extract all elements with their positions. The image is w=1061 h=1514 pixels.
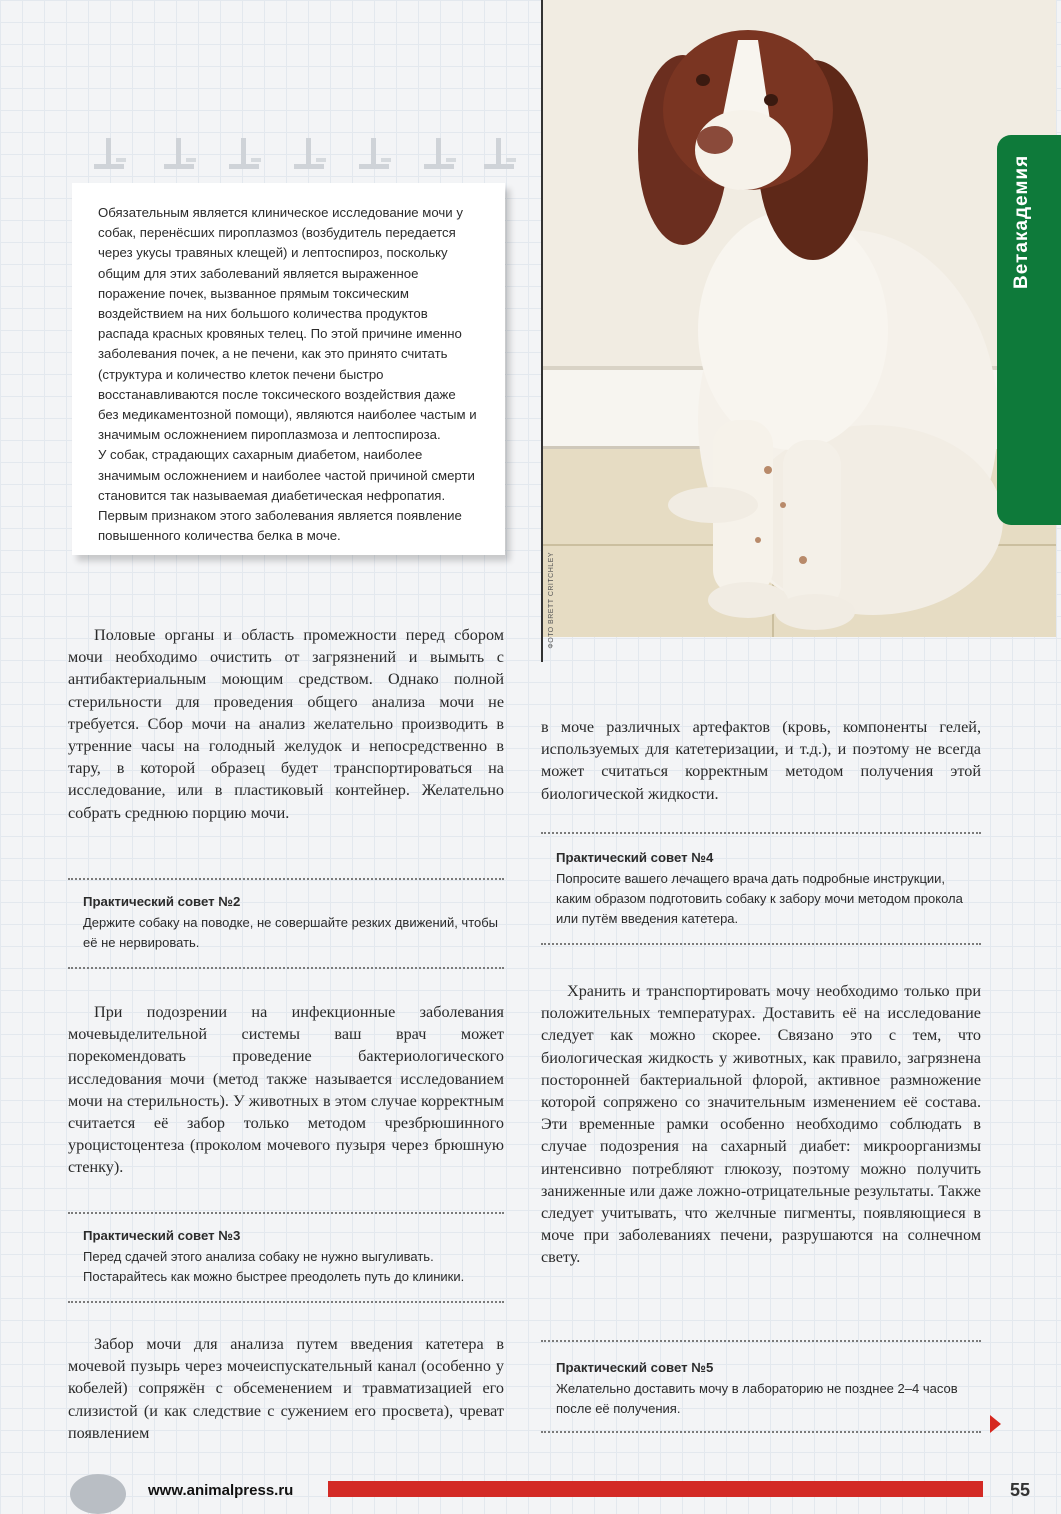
clip-decoration [484,138,514,184]
clip-decoration [294,138,324,184]
paragraph: Забор мочи для анализа путем введения катетера в мочевой пузырь через мочеиспускательный канал (особенно у кобелей) сопряжён с обсеменением и травматизацией его слизистой (и как следствие с сужением его просвета), чреват появлением [68,1335,504,1442]
left-paragraph-2 [68,1001,504,1179]
publisher-logo-icon [70,1474,126,1514]
clip-decoration [94,138,124,184]
tip-text: Держите собаку на поводке, не совершайте резких движений, чтобы её не нервировать. [83,915,499,950]
section-tab [997,135,1061,525]
footer-url[interactable]: www.animalpress.ru [148,1482,294,1499]
tip-divider [541,943,981,945]
right-paragraph-1 [541,716,981,805]
paragraph: Хранить и транспортировать мочу необходимо только при положительных температурах. Доставить её на исследование следует как можно скорее. Связано это с тем, что биологическая жидкость у животных, как правило, загрязнена посторонней бактериальной флорой, активное размножение которой сопряжено со значительным изменением её состава. Эти временные рамки особенно необходимо соблюдать в случае подозрения на сахарный диабет: микроорганизмы интенсивно потребляют глюкозу, поэтому можно получить заниженные или даже ложно-отрицательные результаты. Также следует учитывать, что желчные пигменты, появляющиеся в моче при заболеваниях печени, разрушаются на солнечном свету. [541,982,981,1267]
continue-arrow-icon [990,1415,1001,1433]
note-clips [72,138,512,188]
tip-title: Практический совет №4 [556,850,714,865]
tip-title: Практический совет №2 [83,894,241,909]
left-paragraph-1 [68,624,504,824]
tip-text: Постарайтесь как можно быстрее преодолеть путь до клиники. [83,1269,465,1284]
paragraph: Половые органы и область промежности перед сбором мочи необходимо очистить от загрязнений и вымыть с антибактериальным моющим средством. Однако полной стерильности для проведения общего анализа мочи не требуется. Сбор мочи на анализ желательно производить в утренние часы на голодный желудок и непосредственно в тару, в которой образец будет транспортироваться на исследование, или в пластиковый контейнер. Желательно собрать среднюю порцию мочи. [68,626,504,822]
photo-credit: ФОТО BRETT CRITCHLEY [548,552,555,649]
tip-title: Практический совет №3 [83,1228,241,1243]
paragraph: При подозрении на инфекционные заболевания мочевыделительной системы ваш врач может порекомендовать проведение бактериологического исследования мочи (метод также называется исследованием мочи на стерильность). У животных в этом случае корректным считается её забор только методом чрезбрюшинного уроцистоцентеза (проколом мочевого пузыря через брюшную стенку). [68,1003,504,1177]
clip-decoration [164,138,194,184]
tip-title: Практический совет №5 [556,1360,714,1375]
tip-text: Перед сдачей этого анализа собаку не нужно выгуливать. [83,1249,434,1264]
dog-photo [543,0,1056,637]
tip-2 [68,878,504,969]
tip-text: Желательно доставить мочу в лабораторию не позднее 2–4 часов после её получения. [556,1381,958,1416]
tip-divider [68,1301,504,1303]
section-tab-label: Ветакадемия [1011,155,1032,290]
tip-5 [541,1340,981,1433]
tip-3 [68,1212,504,1303]
sidebar-note-text [98,203,478,546]
springer-spaniel-illustration [543,0,1056,637]
footer-banner [328,1481,983,1497]
sidebar-note-paragraph: У собак, страдающих сахарным диабетом, наиболее значимым осложнением и наиболее частой причиной смерти становится так называемая диабетическая нефропатия. Первым признаком этого заболевания является появление повышенного количества белка в моче. [98,447,475,544]
page-footer [0,1470,1061,1500]
tip-divider [541,1431,981,1433]
page-number: 55 [1010,1480,1031,1500]
paragraph: в моче различных артефактов (кровь, компоненты гелей, используемых для катетеризации, и т.д.), и поэтому не всегда может считаться корректным методом получения этой биологической жидкости. [541,718,981,803]
sidebar-note-paragraph: Обязательным является клиническое исследование мочи у собак, перенёсших пироплазмоз (возбудитель передается через укусы травяных клещей) и лептоспироз, поскольку общим для этих заболеваний является выраженное поражение почек, вызванное прямым токсическим воздействием на них большого количества продуктов распада красных кровяных телец. По этой причине именно заболевания почек, а не печени, как это принято считать (структура и количество клеток печени быстро восстанавливаются после токсического воздействия даже без медикаментозной помощи), являются наиболее частым и значимым осложнением пироплазмоза и лептоспироза. [98,205,477,443]
tip-divider [68,967,504,969]
clip-decoration [359,138,389,184]
right-paragraph-2 [541,980,981,1269]
clip-decoration [229,138,259,184]
clip-decoration [424,138,454,184]
tip-4 [541,832,981,945]
sidebar-note [72,183,505,555]
tip-text: Попросите вашего лечащего врача дать подробные инструкции, каким образом подготовить собаку к забору мочи методом прокола или путём введения катетера. [556,871,963,926]
left-paragraph-3 [68,1333,504,1444]
